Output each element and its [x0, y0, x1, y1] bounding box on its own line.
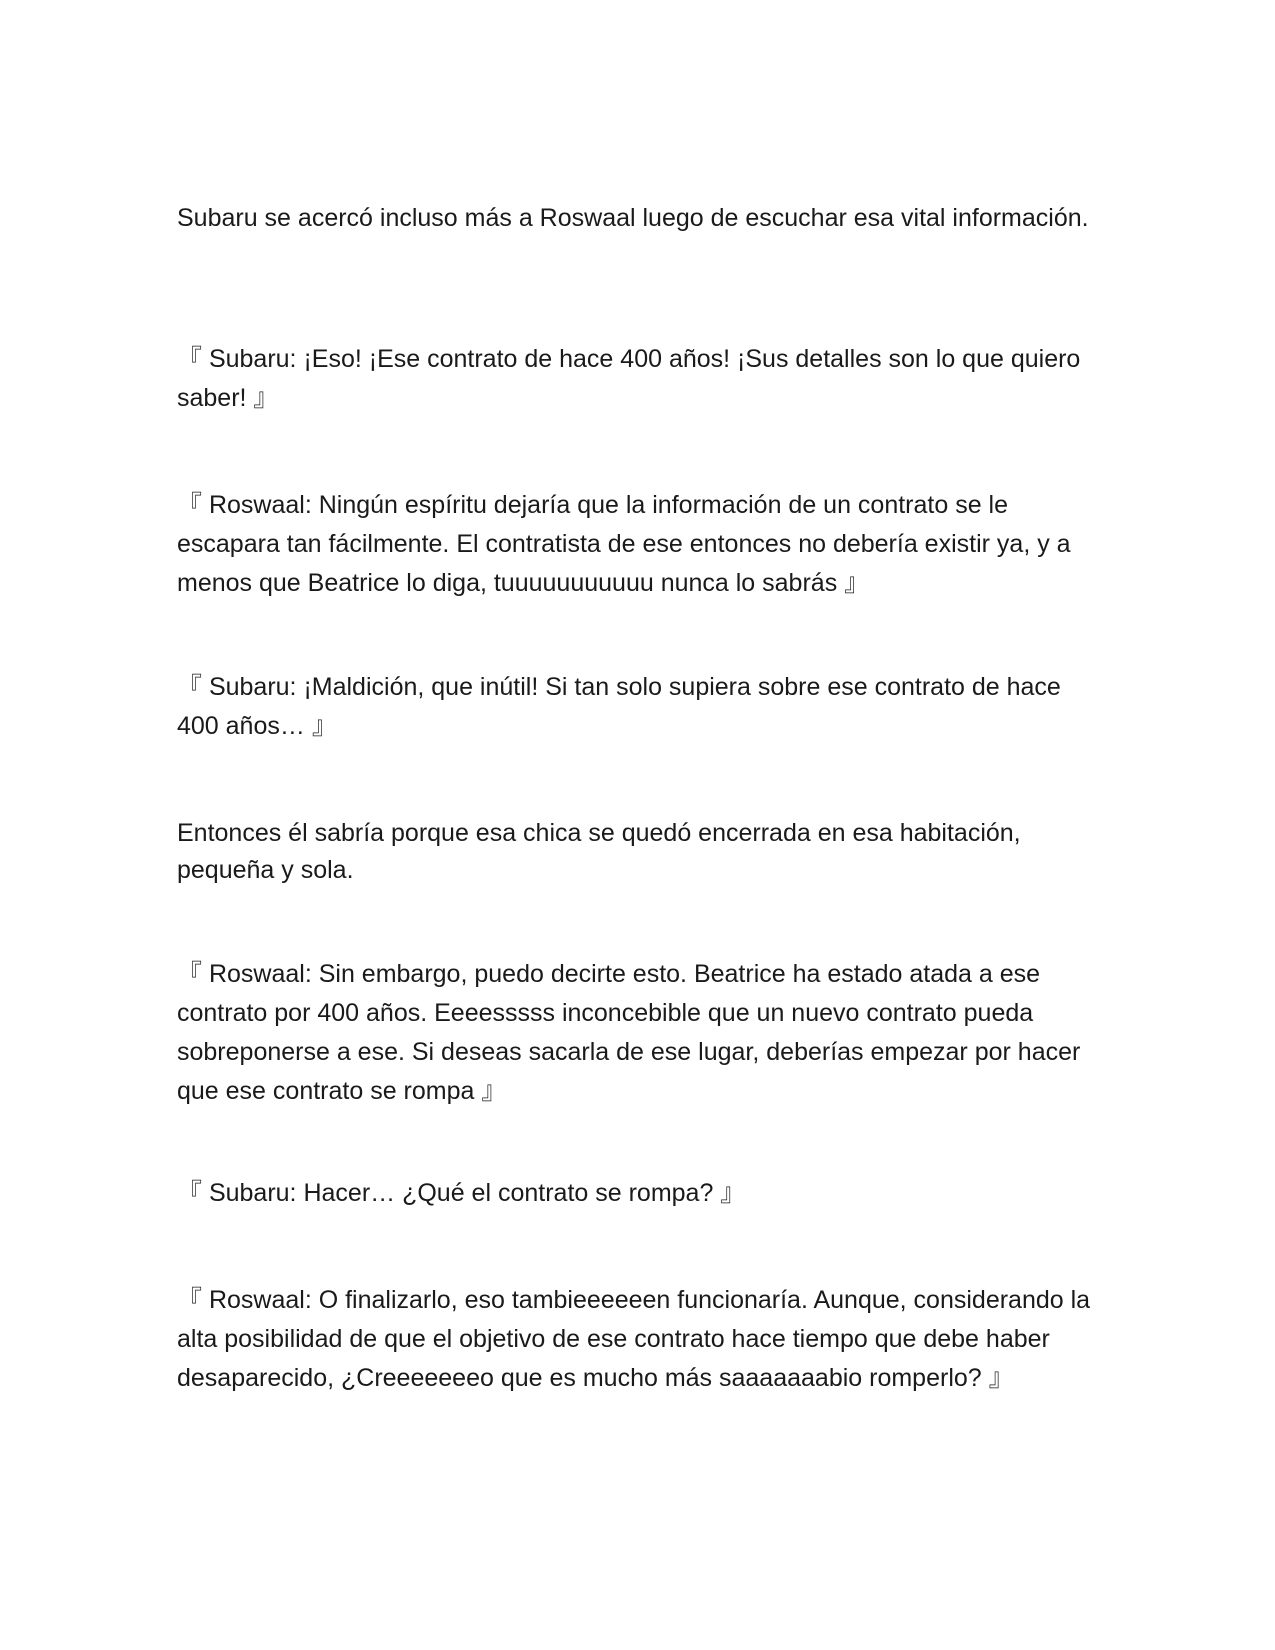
dialogue-subaru: 『 Subaru: ¡Eso! ¡Ese contrato de hace 400 años! ¡Sus detalles son lo que quiero saber! 』	[177, 345, 1081, 412]
dialogue-roswaal: 『 Roswaal: O finalizarlo, eso tambieeeeeen funcionaría. Aunque, considerando la alta posibilidad de que el objetivo de ese contrato hace tiempo que debe haber desaparecido, ¿Creeeeeeeo que es mucho más saaaaaaabio romperlo? 』	[177, 1286, 1091, 1392]
narration-paragraph: Subaru se acercó incluso más a Roswaal luego de escuchar esa vital información.	[177, 204, 1089, 232]
dialogue-subaru: 『 Subaru: ¡Maldición, que inútil! Si tan solo supiera sobre ese contrato de hace 400 años… 』	[177, 673, 1061, 740]
dialogue-roswaal: 『 Roswaal: Sin embargo, puedo decirte esto. Beatrice ha estado atada a ese contrato por 400 años. Eeeesssss inconcebible que un nuevo contrato pueda sobreponerse a ese. Si deseas sacarla de ese lugar, deberías empezar por hacer que ese contrato se rompa 』	[177, 960, 1081, 1105]
dialogue-subaru: 『 Subaru: Hacer… ¿Qué el contrato se rompa? 』	[177, 1179, 746, 1207]
dialogue-roswaal: 『 Roswaal: Ningún espíritu dejaría que la información de un contrato se le escapara tan fácilmente. El contratista de ese entonces no debería existir ya, y a menos que Beatrice lo diga, tuuuuuuuuuuu nunca lo sabrás 』	[177, 491, 1071, 597]
narration-paragraph: Entonces él sabría porque esa chica se quedó encerrada en esa habitación, pequeña y sola.	[177, 819, 1021, 884]
